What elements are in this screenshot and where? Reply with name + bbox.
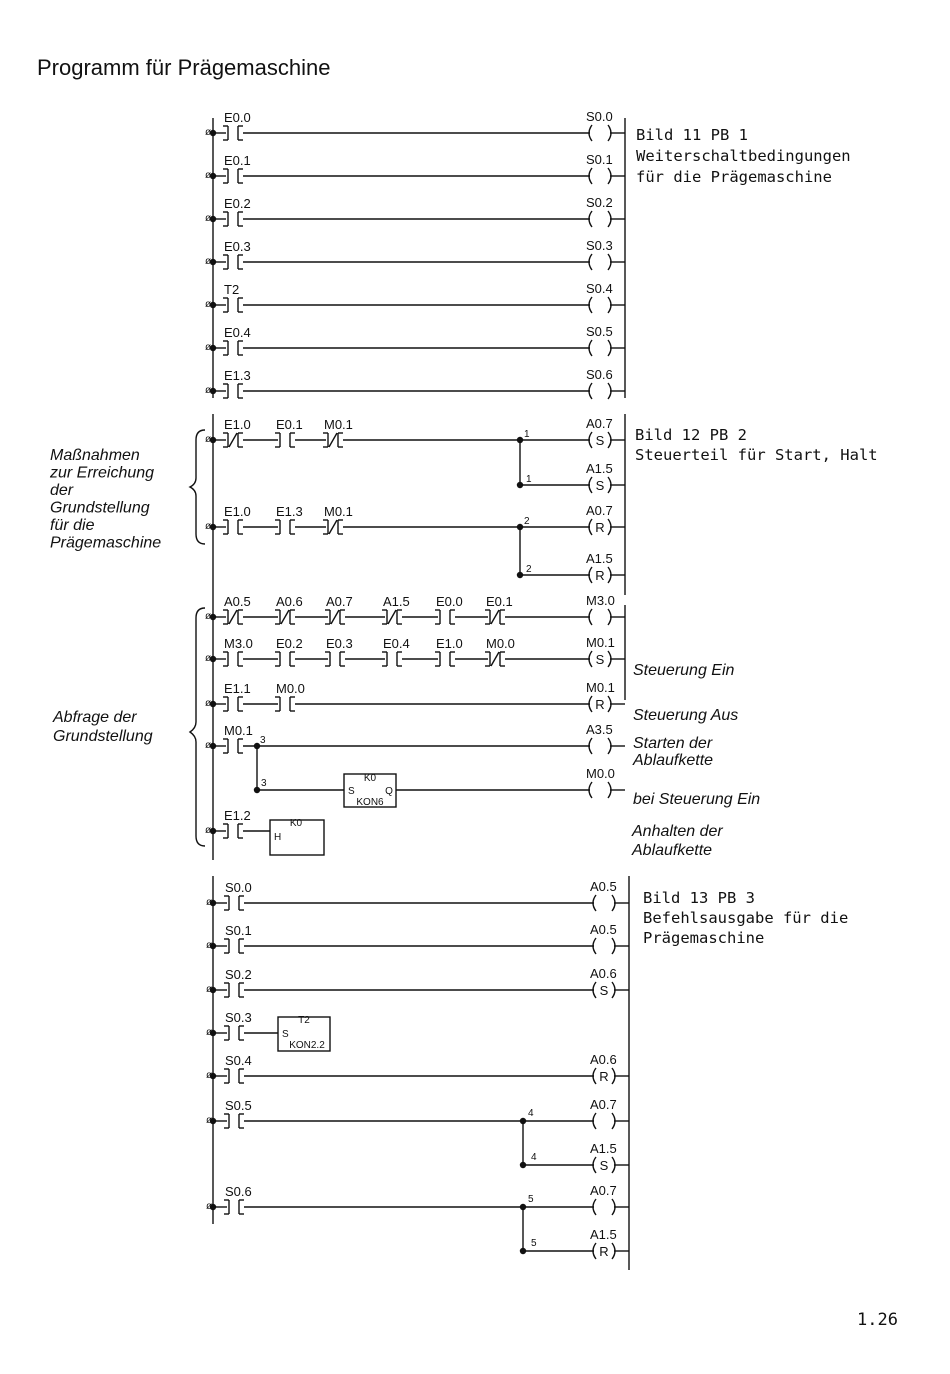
rung-note: Ablaufkette xyxy=(632,842,713,859)
contact xyxy=(435,594,463,624)
contact-label: M0.0 xyxy=(486,636,515,651)
coil-left-arc xyxy=(589,383,592,399)
zero-mark: ø xyxy=(206,1027,213,1038)
contact-label: E0.4 xyxy=(383,636,410,651)
rung xyxy=(206,1097,629,1173)
coil-left-arc xyxy=(589,340,592,356)
zero-mark: ø xyxy=(205,342,212,353)
rung-note: Starten der xyxy=(633,735,713,752)
rung xyxy=(205,367,625,399)
coil xyxy=(590,1141,617,1173)
coil-left-arc xyxy=(589,254,592,270)
coil xyxy=(586,238,613,270)
contact xyxy=(224,1010,252,1040)
contact xyxy=(325,636,353,666)
contact xyxy=(223,153,251,183)
contact xyxy=(275,636,303,666)
rung-note: Anhalten der xyxy=(632,823,723,840)
coil-label: S0.6 xyxy=(586,367,613,382)
contact xyxy=(325,594,353,624)
contact-label: E0.0 xyxy=(224,110,251,125)
network-caption: für die Prägemaschine xyxy=(636,168,832,186)
zero-mark: ø xyxy=(206,897,213,908)
coil-label: M0.1 xyxy=(586,635,615,650)
rung xyxy=(205,416,625,493)
network-pb2 xyxy=(49,414,878,860)
contact-label: M0.1 xyxy=(224,723,253,738)
timer-input-s: S xyxy=(348,786,355,797)
contact xyxy=(224,923,252,953)
contact-label: E0.4 xyxy=(224,325,251,340)
contact xyxy=(485,594,513,624)
contact-label: E0.3 xyxy=(224,239,251,254)
zero-mark: ø xyxy=(205,299,212,310)
network-caption: Steuerteil für Start, Halt xyxy=(635,446,878,464)
rung xyxy=(205,680,738,724)
contact-label: M0.1 xyxy=(324,504,353,519)
contact-label: E0.2 xyxy=(224,196,251,211)
coil xyxy=(590,1183,617,1215)
contact-label: E1.0 xyxy=(224,417,251,432)
coil xyxy=(586,635,615,667)
rung-note: bei Steuerung Ein xyxy=(633,791,761,808)
zero-mark: ø xyxy=(205,213,212,224)
contact xyxy=(223,368,251,398)
contact-label: S0.6 xyxy=(225,1184,252,1199)
contact xyxy=(224,880,252,910)
zero-mark: ø xyxy=(205,521,212,532)
rung xyxy=(205,109,625,141)
coil-label: S0.1 xyxy=(586,152,613,167)
coil-label: A0.6 xyxy=(590,1052,617,1067)
zero-mark: ø xyxy=(205,698,212,709)
rung xyxy=(206,966,629,998)
coil-left-arc xyxy=(593,1068,596,1084)
coil-mode: S xyxy=(599,983,609,998)
branch-marker: 4 xyxy=(531,1152,537,1163)
coil-left-arc xyxy=(589,782,592,798)
coil-mode: S xyxy=(595,478,605,493)
rung xyxy=(205,152,625,184)
coil-label: A0.5 xyxy=(590,879,617,894)
coil-label: S0.4 xyxy=(586,281,613,296)
coil xyxy=(590,966,617,998)
coil-left-arc xyxy=(589,168,592,184)
contact-label: E1.0 xyxy=(224,504,251,519)
side-note: Maßnahmen xyxy=(50,447,140,464)
coil-label: A3.5 xyxy=(586,722,613,737)
coil-label: A0.6 xyxy=(590,966,617,981)
timer-name: K0 xyxy=(289,818,303,829)
brace xyxy=(190,430,205,544)
page-title: Programm für Prägemaschine xyxy=(37,55,331,80)
zero-mark: ø xyxy=(206,1070,213,1081)
coil-left-arc xyxy=(589,211,592,227)
rung xyxy=(205,722,760,808)
contact-label: E0.1 xyxy=(486,594,513,609)
coil xyxy=(586,324,613,356)
side-note: Prägemaschine xyxy=(50,534,162,552)
coil xyxy=(586,461,613,493)
contact xyxy=(224,1053,252,1083)
coil xyxy=(590,922,617,954)
contact xyxy=(223,636,253,666)
coil xyxy=(586,551,613,583)
side-note: Grundstellung xyxy=(50,499,150,517)
contact-label: E0.1 xyxy=(224,153,251,168)
contact-label: E1.2 xyxy=(224,808,251,823)
rung xyxy=(206,879,629,911)
contact xyxy=(275,504,303,534)
coil-label: S0.2 xyxy=(586,195,613,210)
coil-label: A1.5 xyxy=(586,461,613,476)
coil-left-arc xyxy=(589,297,592,313)
contact xyxy=(223,196,251,226)
rung xyxy=(205,593,625,625)
coil-left-arc xyxy=(593,1113,596,1129)
coil-left-arc xyxy=(589,609,592,625)
coil-left-arc xyxy=(593,982,596,998)
coil xyxy=(590,1052,617,1084)
coil xyxy=(586,766,615,798)
zero-mark: ø xyxy=(206,940,213,951)
zero-mark: ø xyxy=(205,170,212,181)
contact-label: A0.6 xyxy=(276,594,303,609)
coil xyxy=(586,722,613,754)
contact-label: M0.0 xyxy=(276,681,305,696)
coil xyxy=(590,1227,617,1259)
side-note: für die xyxy=(50,517,95,534)
rung xyxy=(205,324,625,356)
rung xyxy=(205,281,625,313)
contact-slash xyxy=(491,610,499,624)
contact-label: E1.1 xyxy=(224,681,251,696)
contact xyxy=(223,723,253,753)
contact-slash xyxy=(329,520,337,534)
rung xyxy=(205,195,625,227)
contact xyxy=(224,1184,252,1214)
contact-slash xyxy=(491,652,499,666)
contact xyxy=(223,325,251,355)
coil xyxy=(586,152,613,184)
coil-left-arc xyxy=(593,1243,596,1259)
zero-mark: ø xyxy=(205,611,212,622)
rung xyxy=(205,238,625,270)
coil-left-arc xyxy=(589,125,592,141)
branch-marker: 5 xyxy=(531,1238,537,1249)
contact-slash xyxy=(229,433,237,447)
coil xyxy=(586,367,613,399)
coil-label: M0.0 xyxy=(586,766,615,781)
coil-left-arc xyxy=(589,651,592,667)
contact xyxy=(323,504,353,534)
coil-label: S0.5 xyxy=(586,324,613,339)
branch-marker: 5 xyxy=(528,1194,534,1205)
network-caption: Bild 11 PB 1 xyxy=(636,126,748,144)
coil-left-arc xyxy=(589,738,592,754)
coil-mode: S xyxy=(595,433,605,448)
side-note: Abfrage der xyxy=(53,709,137,726)
rung xyxy=(205,808,723,859)
coil-mode: S xyxy=(595,652,605,667)
rung xyxy=(206,1183,629,1259)
contact xyxy=(382,594,410,624)
coil-mode: S xyxy=(599,1158,609,1173)
branch-marker: 3 xyxy=(261,778,267,789)
network-pb3 xyxy=(206,876,848,1270)
contact xyxy=(275,417,303,447)
coil-label: A0.7 xyxy=(586,416,613,431)
contact xyxy=(223,239,251,269)
timer-preset: KON6 xyxy=(356,797,384,808)
contact xyxy=(224,1098,252,1128)
coil-left-arc xyxy=(589,432,592,448)
rung-note: Steuerung Aus xyxy=(633,707,739,724)
timer-input-h: H xyxy=(274,832,282,843)
coil-label: A1.5 xyxy=(590,1227,617,1242)
network-caption: Befehlsausgabe für die xyxy=(643,909,849,927)
contact-label: S0.3 xyxy=(225,1010,252,1025)
contact xyxy=(223,504,251,534)
zero-mark: ø xyxy=(205,825,212,836)
coil-label: M0.1 xyxy=(586,680,615,695)
branch-marker: 2 xyxy=(526,564,532,575)
side-note: zur Erreichung xyxy=(50,464,155,482)
contact xyxy=(224,967,252,997)
contact xyxy=(485,636,515,666)
rung xyxy=(206,922,629,954)
timer-block xyxy=(278,1015,330,1051)
branch-marker: 4 xyxy=(528,1108,534,1119)
contact-label: A1.5 xyxy=(383,594,410,609)
coil xyxy=(586,109,613,141)
coil-mode: R xyxy=(595,568,605,583)
contact-label: E1.3 xyxy=(276,504,303,519)
coil-label: A1.5 xyxy=(586,551,613,566)
coil-label: S0.3 xyxy=(586,238,613,253)
coil-mode: R xyxy=(595,697,605,712)
zero-mark: ø xyxy=(205,127,212,138)
coil xyxy=(586,593,615,625)
contact xyxy=(223,594,251,624)
rung xyxy=(206,1010,330,1051)
branch-marker: 3 xyxy=(260,735,266,746)
contact xyxy=(223,110,251,140)
contact-label: S0.0 xyxy=(225,880,252,895)
rung xyxy=(206,1052,629,1084)
contact-slash xyxy=(281,610,289,624)
contact-slash xyxy=(388,610,396,624)
zero-mark: ø xyxy=(205,740,212,751)
coil-mode: R xyxy=(599,1069,609,1084)
network-caption: Prägemaschine xyxy=(643,929,765,947)
coil-mode: R xyxy=(595,520,605,535)
timer-output-q: Q xyxy=(385,786,393,797)
coil-left-arc xyxy=(593,895,596,911)
zero-mark: ø xyxy=(205,434,212,445)
contact xyxy=(382,636,410,666)
rung-note: Ablaufkette xyxy=(633,752,714,769)
network-caption: Bild 12 PB 2 xyxy=(635,426,747,444)
brace xyxy=(190,608,205,846)
contact-label: E0.2 xyxy=(276,636,303,651)
contact-label: A0.7 xyxy=(326,594,353,609)
contact xyxy=(275,594,303,624)
side-note: Grundstellung xyxy=(53,728,153,745)
contact xyxy=(223,808,251,838)
contact-label: E0.3 xyxy=(326,636,353,651)
contact-slash xyxy=(329,433,337,447)
zero-mark: ø xyxy=(206,984,213,995)
contact-label: M3.0 xyxy=(224,636,253,651)
timer-block xyxy=(344,773,396,808)
coil-mode: R xyxy=(599,1244,609,1259)
contact-label: T2 xyxy=(224,282,240,297)
timer-preset: KON2.2 xyxy=(289,1040,325,1051)
contact-slash xyxy=(229,610,237,624)
zero-mark: ø xyxy=(205,256,212,267)
coil xyxy=(590,879,617,911)
network-pb1 xyxy=(205,109,851,399)
branch-marker: 2 xyxy=(524,516,530,527)
contact-label: S0.1 xyxy=(225,923,252,938)
coil-left-arc xyxy=(589,519,592,535)
contact-label: S0.5 xyxy=(225,1098,252,1113)
coil-label: A1.5 xyxy=(590,1141,617,1156)
contact-label: A0.5 xyxy=(224,594,251,609)
timer-input-s: S xyxy=(282,1029,289,1040)
contact-label: E1.3 xyxy=(224,368,251,383)
contact xyxy=(223,282,243,312)
coil-left-arc xyxy=(593,1157,596,1173)
contact xyxy=(323,417,353,447)
network-caption: Weiterschaltbedingungen xyxy=(636,147,851,165)
timer-name: T2 xyxy=(298,1015,310,1026)
coil xyxy=(590,1097,617,1129)
coil xyxy=(586,680,615,712)
coil-label: A0.7 xyxy=(590,1183,617,1198)
coil-left-arc xyxy=(593,938,596,954)
timer-name: K0 xyxy=(363,773,377,784)
rung-note: Steuerung Ein xyxy=(633,662,735,679)
coil xyxy=(586,195,613,227)
zero-mark: ø xyxy=(206,1115,213,1126)
contact-label: M0.1 xyxy=(324,417,353,432)
coil-label: A0.7 xyxy=(590,1097,617,1112)
contact xyxy=(275,681,305,711)
side-note: der xyxy=(50,482,74,499)
coil-left-arc xyxy=(593,1199,596,1215)
coil-label: M3.0 xyxy=(586,593,615,608)
contact xyxy=(223,417,251,447)
coil-left-arc xyxy=(589,477,592,493)
page-number: 1.26 xyxy=(857,1310,898,1330)
timer-block xyxy=(270,818,324,855)
coil-label: A0.7 xyxy=(586,503,613,518)
coil-label: A0.5 xyxy=(590,922,617,937)
contact-label: E1.0 xyxy=(436,636,463,651)
coil-left-arc xyxy=(589,696,592,712)
zero-mark: ø xyxy=(205,653,212,664)
network-caption: Bild 13 PB 3 xyxy=(643,889,755,907)
zero-mark: ø xyxy=(206,1201,213,1212)
contact xyxy=(435,636,463,666)
zero-mark: ø xyxy=(205,385,212,396)
rung xyxy=(205,635,735,679)
contact-slash xyxy=(331,610,339,624)
contact-label: S0.2 xyxy=(225,967,252,982)
coil-left-arc xyxy=(589,567,592,583)
contact-label: S0.4 xyxy=(225,1053,252,1068)
contact-label: E0.0 xyxy=(436,594,463,609)
rung xyxy=(205,503,625,583)
contact xyxy=(223,681,251,711)
coil xyxy=(586,416,613,448)
coil-label: S0.0 xyxy=(586,109,613,124)
coil xyxy=(586,503,613,535)
contact-label: E0.1 xyxy=(276,417,303,432)
coil xyxy=(586,281,613,313)
branch-marker: 1 xyxy=(524,429,530,440)
branch-marker: 1 xyxy=(526,474,532,485)
